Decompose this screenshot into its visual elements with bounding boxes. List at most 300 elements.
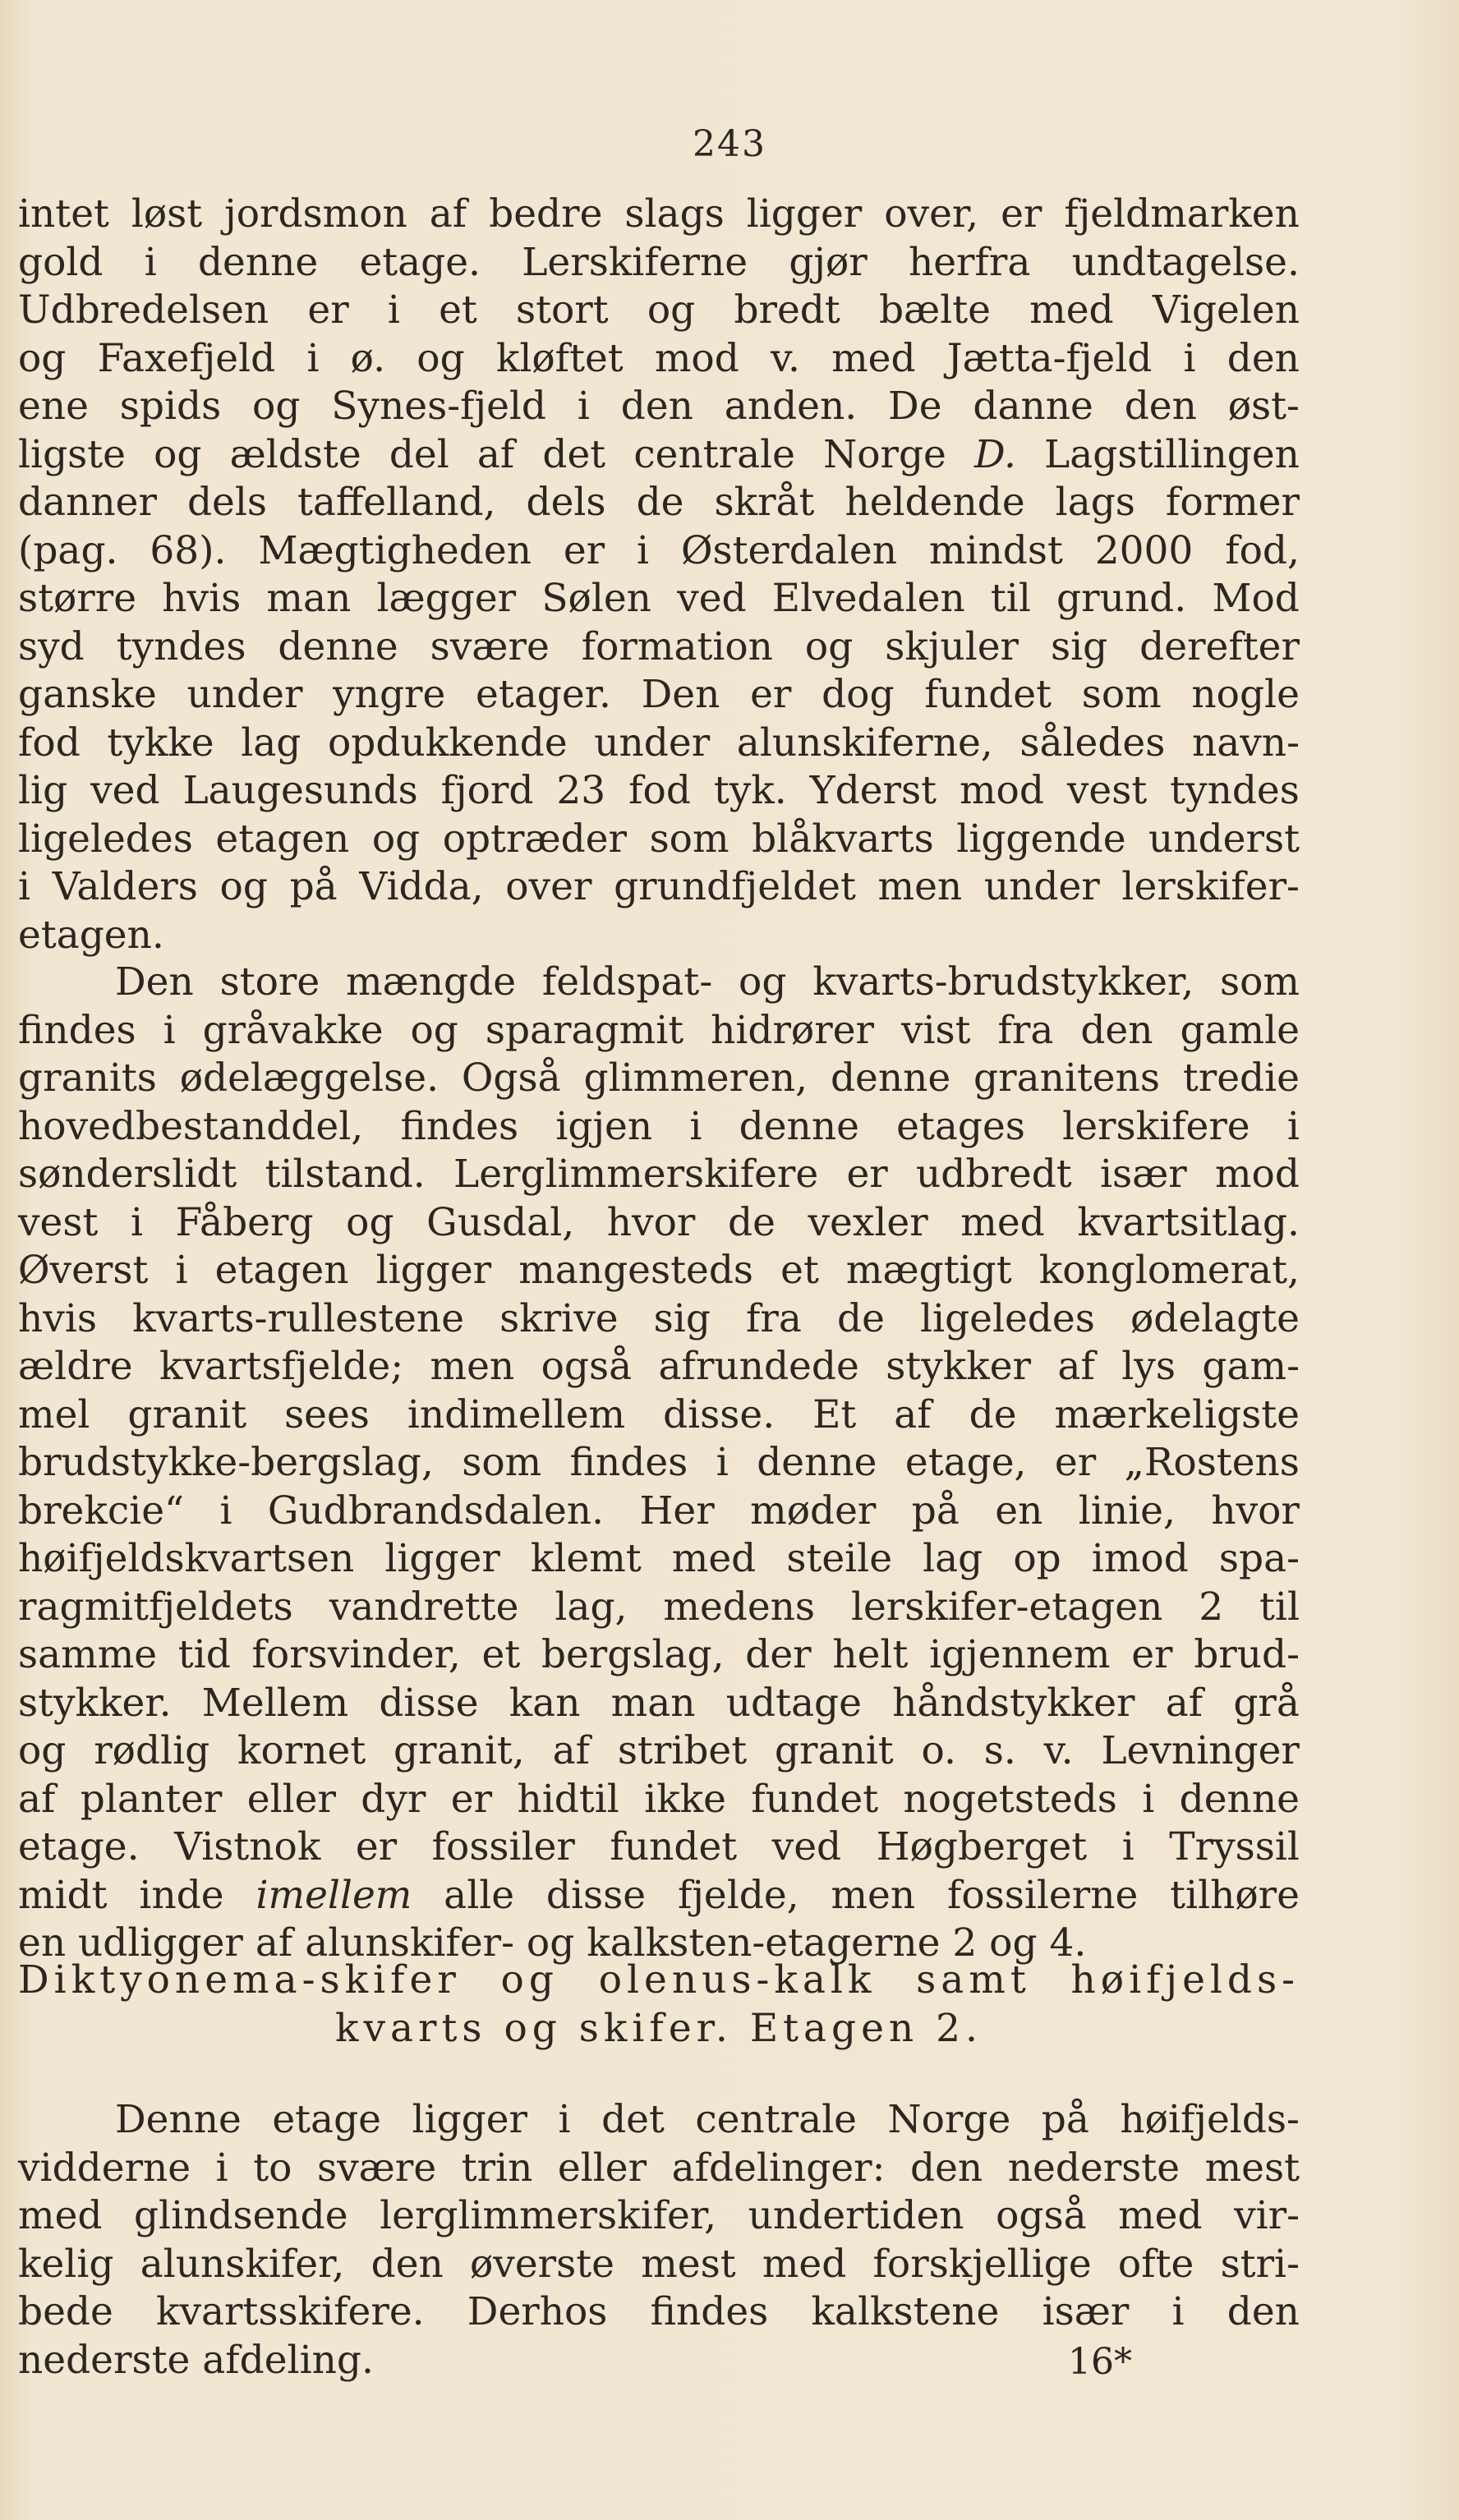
- word: kelig: [18, 2241, 114, 2287]
- text-line: [18, 1727, 1300, 1776]
- word: trin: [461, 2145, 533, 2191]
- word: eller: [246, 1776, 336, 1822]
- word: og: [417, 335, 465, 381]
- word: gjør: [789, 239, 868, 285]
- word: 23: [556, 768, 606, 813]
- word: lag: [923, 1536, 983, 1581]
- word: Fåberg: [175, 1199, 314, 1245]
- word: og: [18, 1728, 67, 1773]
- text-line: [18, 2192, 1300, 2241]
- word: disse: [379, 1680, 479, 1726]
- word: etagen: [214, 1248, 349, 1293]
- word: og: [647, 287, 696, 333]
- word: denne: [278, 623, 398, 669]
- word: i: [558, 2097, 571, 2142]
- word: i: [577, 384, 590, 429]
- heading-line-2: kvarts og skifer. Etagen 2.: [335, 2005, 983, 2051]
- text-line: [18, 1439, 1300, 1488]
- word: vest: [1066, 768, 1148, 813]
- word: Yderst: [809, 768, 937, 813]
- word: store: [219, 959, 320, 1005]
- word: etage,: [904, 1440, 1027, 1485]
- text-line-last: nederste afdeling.: [18, 2337, 374, 2383]
- word: bælte: [878, 287, 991, 333]
- word: sønderslidt: [18, 1152, 237, 1197]
- word: i: [1286, 1103, 1300, 1149]
- word: nederste: [1007, 2145, 1181, 2191]
- word: blåkvarts: [752, 816, 934, 862]
- word: større: [18, 576, 137, 621]
- word: under: [983, 864, 1100, 909]
- word: gråvakke: [202, 1007, 384, 1053]
- word: til: [1259, 1584, 1300, 1630]
- word: kvartsskifere.: [156, 2289, 425, 2334]
- word: i: [175, 1248, 188, 1293]
- word: kvartsitlag.: [1077, 1199, 1300, 1245]
- word: lerskifer-etagen: [850, 1584, 1163, 1630]
- word: Lerglimmerskifere: [453, 1152, 819, 1197]
- word: igjen: [555, 1103, 653, 1149]
- word: centrale: [633, 431, 795, 477]
- word: mangesteds: [518, 1248, 754, 1293]
- word: Synes-fjeld: [331, 384, 547, 429]
- word: spids: [119, 384, 222, 429]
- word: findes: [18, 1007, 136, 1053]
- word: anden.: [724, 384, 858, 429]
- word: tilstand.: [265, 1152, 426, 1197]
- word: glindsende: [133, 2193, 348, 2238]
- word: gamle: [1180, 1007, 1300, 1053]
- word: en: [995, 1488, 1043, 1534]
- text-line: [18, 1584, 1300, 1632]
- word: Vistnok: [174, 1824, 321, 1869]
- word: mod: [654, 335, 739, 381]
- word: ved: [677, 576, 747, 621]
- word: s.: [983, 1728, 1016, 1773]
- word: i: [1183, 335, 1196, 381]
- word: og: [371, 816, 421, 862]
- word: D.: [973, 431, 1016, 477]
- word: lag,: [555, 1584, 628, 1630]
- word: 2: [1199, 1584, 1224, 1630]
- word: disse: [545, 1872, 647, 1918]
- word: lags: [1055, 480, 1135, 525]
- word: i: [306, 335, 320, 381]
- word: og: [739, 959, 787, 1005]
- word: op: [1013, 1536, 1061, 1581]
- word: på: [911, 1488, 960, 1534]
- word: findes: [569, 1440, 688, 1485]
- word: fossiler: [431, 1824, 575, 1869]
- word: skråt: [714, 480, 815, 525]
- text-line: [18, 1199, 1300, 1248]
- word: kornet: [237, 1728, 366, 1773]
- word: de: [636, 480, 684, 525]
- word: ældre: [18, 1344, 133, 1389]
- word: feldspat-: [541, 959, 713, 1005]
- word: med: [1118, 2193, 1203, 2238]
- word: olenus-kalk: [598, 1957, 877, 2003]
- word: Her: [639, 1488, 715, 1534]
- word: vest: [18, 1199, 99, 1245]
- word: mægtigt: [845, 1248, 1012, 1293]
- text-line: [18, 2241, 1300, 2289]
- word: møder: [750, 1488, 877, 1534]
- word: ved: [90, 768, 160, 813]
- word: Lerskiferne: [522, 239, 748, 285]
- word: tyk.: [713, 768, 787, 813]
- word: ofte: [1117, 2241, 1194, 2287]
- word: brud-: [1194, 1632, 1300, 1677]
- word: af: [552, 1728, 590, 1773]
- word: mod: [959, 768, 1044, 813]
- word: formation: [581, 623, 773, 669]
- word: dog: [822, 672, 895, 717]
- word: granitens: [973, 1055, 1161, 1101]
- word: er: [307, 287, 349, 333]
- word: Mægtigheden: [258, 527, 532, 573]
- word: og: [410, 1007, 458, 1053]
- text-line: [18, 479, 1300, 527]
- word: vist: [900, 1007, 971, 1053]
- word: o.: [921, 1728, 956, 1773]
- word: er: [1054, 1440, 1097, 1485]
- word: ligeledes: [920, 1295, 1095, 1341]
- word: den: [620, 384, 693, 429]
- word: med: [18, 2193, 103, 2238]
- word: især: [1042, 2289, 1130, 2334]
- page-number: 243: [693, 123, 766, 165]
- word: lægger: [376, 576, 517, 621]
- word: mængde: [346, 959, 517, 1005]
- word: af: [476, 431, 515, 477]
- word: og: [804, 623, 854, 669]
- word: stort: [516, 287, 609, 333]
- word: undertiden: [748, 2193, 964, 2238]
- word: Mod: [1212, 576, 1300, 621]
- signature-mark: 16*: [1068, 2341, 1132, 2383]
- word: i: [163, 1007, 176, 1053]
- word: er: [750, 672, 792, 717]
- word: Derhos: [467, 2289, 608, 2334]
- word: ældste: [229, 431, 361, 477]
- word: grå: [1233, 1680, 1300, 1726]
- word: mel: [18, 1391, 90, 1437]
- word: spa-: [1218, 1536, 1300, 1581]
- word: etage.: [359, 239, 481, 285]
- word: som: [462, 1440, 542, 1485]
- word: stykker.: [18, 1680, 172, 1726]
- word: et: [780, 1248, 819, 1293]
- word: former: [1165, 480, 1300, 525]
- word: Faxefjeld: [97, 335, 276, 381]
- word: men: [831, 1872, 916, 1918]
- word: med: [671, 1536, 757, 1581]
- word: ødelæggelse.: [179, 1055, 440, 1101]
- word: ved: [771, 1824, 842, 1869]
- text-line: [18, 767, 1300, 816]
- word: ragmitfjeldets: [18, 1584, 293, 1630]
- word: især: [1099, 1152, 1187, 1197]
- word: del: [389, 431, 449, 477]
- word: intet: [18, 191, 109, 237]
- word: med: [831, 335, 916, 381]
- word: udbredt: [915, 1152, 1072, 1197]
- text-line: [18, 671, 1300, 720]
- word: (pag.: [18, 527, 118, 573]
- word: stribet: [617, 1728, 748, 1773]
- word: af: [18, 1776, 56, 1822]
- text-line: [18, 575, 1300, 623]
- word: vir-: [1234, 2193, 1300, 2238]
- word: også: [541, 1344, 633, 1389]
- word: således: [1019, 720, 1166, 766]
- word: danne: [973, 384, 1093, 429]
- word: taffelland,: [297, 480, 496, 525]
- word: ligger: [384, 1536, 500, 1581]
- word: nogle: [1191, 672, 1300, 717]
- word: vandrette: [329, 1584, 519, 1630]
- word: Mellem: [201, 1680, 349, 1726]
- text-line: [18, 1343, 1300, 1391]
- word: øst-: [1227, 384, 1300, 429]
- word: tredie: [1182, 1055, 1300, 1101]
- word: sparagmit: [485, 1007, 684, 1053]
- word: mærkeligste: [1054, 1391, 1300, 1437]
- word: Tryssil: [1169, 1824, 1300, 1869]
- text-line: [18, 287, 1300, 335]
- word: kvarts-brudstykker,: [812, 959, 1194, 1005]
- text-line-last: en udligger af alunskifer- og kalksten-etagerne 2 og 4.: [18, 1920, 1087, 1966]
- word: Denne: [115, 2097, 242, 2142]
- word: vexler: [808, 1199, 928, 1245]
- word: Høgberget: [876, 1824, 1088, 1869]
- word: og: [500, 1957, 559, 2003]
- word: ligger: [746, 191, 863, 237]
- word: centrale: [695, 2097, 857, 2142]
- text-line: [18, 191, 1300, 239]
- word: i: [387, 287, 400, 333]
- word: Diktyonema-skifer: [18, 1957, 461, 2003]
- word: yngre: [333, 672, 446, 717]
- word: kvartsfjelde;: [159, 1344, 404, 1389]
- text-line: [18, 2288, 1300, 2337]
- word: og: [219, 864, 268, 909]
- word: mest: [641, 2241, 736, 2287]
- word: udtage: [725, 1680, 862, 1726]
- text-line: [18, 623, 1300, 672]
- word: Et: [812, 1391, 857, 1437]
- word: etages: [896, 1103, 1025, 1149]
- word: og: [252, 384, 301, 429]
- text-line: [18, 1535, 1300, 1584]
- word: den: [371, 2241, 444, 2287]
- word: heldende: [845, 480, 1025, 525]
- word: Sølen: [541, 576, 651, 621]
- word: og: [18, 335, 67, 381]
- word: medens: [663, 1584, 816, 1630]
- section-heading: [18, 1957, 1300, 2053]
- word: denne: [739, 1103, 859, 1149]
- word: imod: [1091, 1536, 1189, 1581]
- word: og: [346, 1199, 394, 1245]
- word: steile: [786, 1536, 893, 1581]
- word: v.: [770, 335, 800, 381]
- word: den: [1080, 1007, 1153, 1053]
- word: ene: [18, 384, 89, 429]
- text-line: [18, 2096, 1300, 2145]
- paragraph-2: [18, 959, 1300, 1968]
- text-line: [18, 1872, 1300, 1920]
- text-line: [18, 431, 1300, 480]
- word: løst: [131, 191, 203, 237]
- word: over: [505, 864, 592, 909]
- word: fundet: [924, 672, 1052, 717]
- word: granit,: [394, 1728, 525, 1773]
- word: også: [996, 2193, 1087, 2238]
- word: bede: [18, 2289, 113, 2334]
- word: hovedbestanddel,: [18, 1103, 364, 1149]
- word: tykke: [107, 720, 214, 766]
- word: fundet: [610, 1824, 738, 1869]
- word: kan: [509, 1680, 581, 1726]
- word: men: [877, 864, 963, 909]
- word: granit: [127, 1391, 247, 1437]
- word: bredt: [734, 287, 840, 333]
- text-line: [18, 527, 1300, 576]
- word: i: [716, 1440, 729, 1485]
- word: det: [601, 2097, 665, 2142]
- word: granits: [18, 1055, 157, 1101]
- word: granit: [774, 1728, 894, 1773]
- word: sees: [284, 1391, 370, 1437]
- word: Lagstillingen: [1044, 431, 1300, 477]
- word: i: [1142, 1776, 1155, 1822]
- word: forskjellige: [872, 2241, 1092, 2287]
- text-line: [18, 959, 1300, 1007]
- word: af: [429, 191, 467, 237]
- word: dyr: [361, 1776, 426, 1822]
- text-line: [18, 239, 1300, 287]
- word: brudstykke-bergslag,: [18, 1440, 434, 1485]
- word: med: [1029, 287, 1114, 333]
- word: som: [1219, 959, 1300, 1005]
- word: fjord: [440, 768, 534, 813]
- word: som: [1081, 672, 1162, 717]
- word: ø.: [350, 335, 386, 381]
- word: rødlig: [94, 1728, 210, 1773]
- word: mod: [1214, 1152, 1300, 1197]
- word: afdelinger:: [671, 2145, 886, 2191]
- word: til: [990, 576, 1031, 621]
- word: gold: [18, 239, 104, 285]
- text-line: [18, 335, 1300, 384]
- text-line: [18, 1055, 1300, 1103]
- word: under: [186, 672, 303, 717]
- word: i: [219, 1488, 232, 1534]
- word: i: [637, 527, 650, 573]
- word: Den: [115, 959, 194, 1005]
- word: høifjeldskvartsen: [18, 1536, 355, 1581]
- word: Også: [461, 1055, 561, 1101]
- word: svære: [430, 623, 550, 669]
- word: to: [253, 2145, 292, 2191]
- text-line: [18, 2145, 1300, 2193]
- word: man: [266, 576, 352, 621]
- word: kvarts-rullestene: [132, 1295, 465, 1341]
- word: er: [1131, 1632, 1173, 1677]
- word: danner: [18, 480, 157, 525]
- word: alunskiferne,: [736, 720, 993, 766]
- text-line: [18, 720, 1300, 768]
- word: forsvinder,: [251, 1632, 461, 1677]
- word: afrundede: [658, 1344, 859, 1389]
- word: grundfjeldet: [614, 864, 856, 909]
- word: opdukkende: [327, 720, 568, 766]
- word: planter: [80, 1776, 223, 1822]
- word: alunskifer,: [140, 2241, 345, 2287]
- word: hvor: [606, 1199, 696, 1245]
- word: den: [1124, 384, 1197, 429]
- word: vidderne: [18, 2145, 191, 2191]
- word: derefter: [1139, 623, 1300, 669]
- word: Norge: [887, 2097, 1011, 2142]
- word: men: [430, 1344, 515, 1389]
- word: er: [355, 1824, 398, 1869]
- word: mindst: [928, 527, 1063, 573]
- word: på: [289, 864, 338, 909]
- word: lig: [18, 768, 68, 813]
- word: etage: [272, 2097, 381, 2142]
- word: Levninger: [1101, 1728, 1300, 1773]
- text-line: [18, 1488, 1300, 1536]
- word: i: [18, 864, 31, 909]
- word: ligger: [412, 2097, 528, 2142]
- word: fjeldmarken: [1064, 191, 1300, 237]
- word: navn-: [1191, 720, 1300, 766]
- word: denne: [1179, 1776, 1300, 1822]
- word: Laugesunds: [182, 768, 418, 813]
- word: Vigelen: [1152, 287, 1300, 333]
- word: høifjelds-: [1120, 2097, 1300, 2142]
- word: i: [1171, 2289, 1185, 2334]
- word: af: [1165, 1680, 1204, 1726]
- word: Gusdal,: [426, 1199, 575, 1245]
- word: denne: [830, 1055, 951, 1101]
- word: igjennem: [929, 1632, 1111, 1677]
- text-line-last: etagen.: [18, 912, 164, 958]
- word: i: [144, 239, 157, 285]
- word: Elvedalen: [771, 576, 965, 621]
- word: 2000: [1094, 527, 1194, 573]
- text-line: [18, 1823, 1300, 1872]
- word: imellem: [255, 1872, 412, 1918]
- word: undtagelse.: [1071, 239, 1300, 285]
- word: tyndes: [116, 623, 246, 669]
- word: over,: [884, 191, 979, 237]
- word: et: [481, 1632, 521, 1677]
- heading-line-1: [18, 1957, 1300, 2005]
- word: lys: [1121, 1344, 1176, 1389]
- word: ikke: [644, 1776, 726, 1822]
- word: konglomerat,: [1038, 1248, 1300, 1293]
- text-line: [18, 1680, 1300, 1728]
- word: mest: [1204, 2145, 1300, 2191]
- word: den: [1227, 335, 1300, 381]
- word: i: [130, 1199, 144, 1245]
- word: det: [542, 431, 606, 477]
- word: lag: [241, 720, 301, 766]
